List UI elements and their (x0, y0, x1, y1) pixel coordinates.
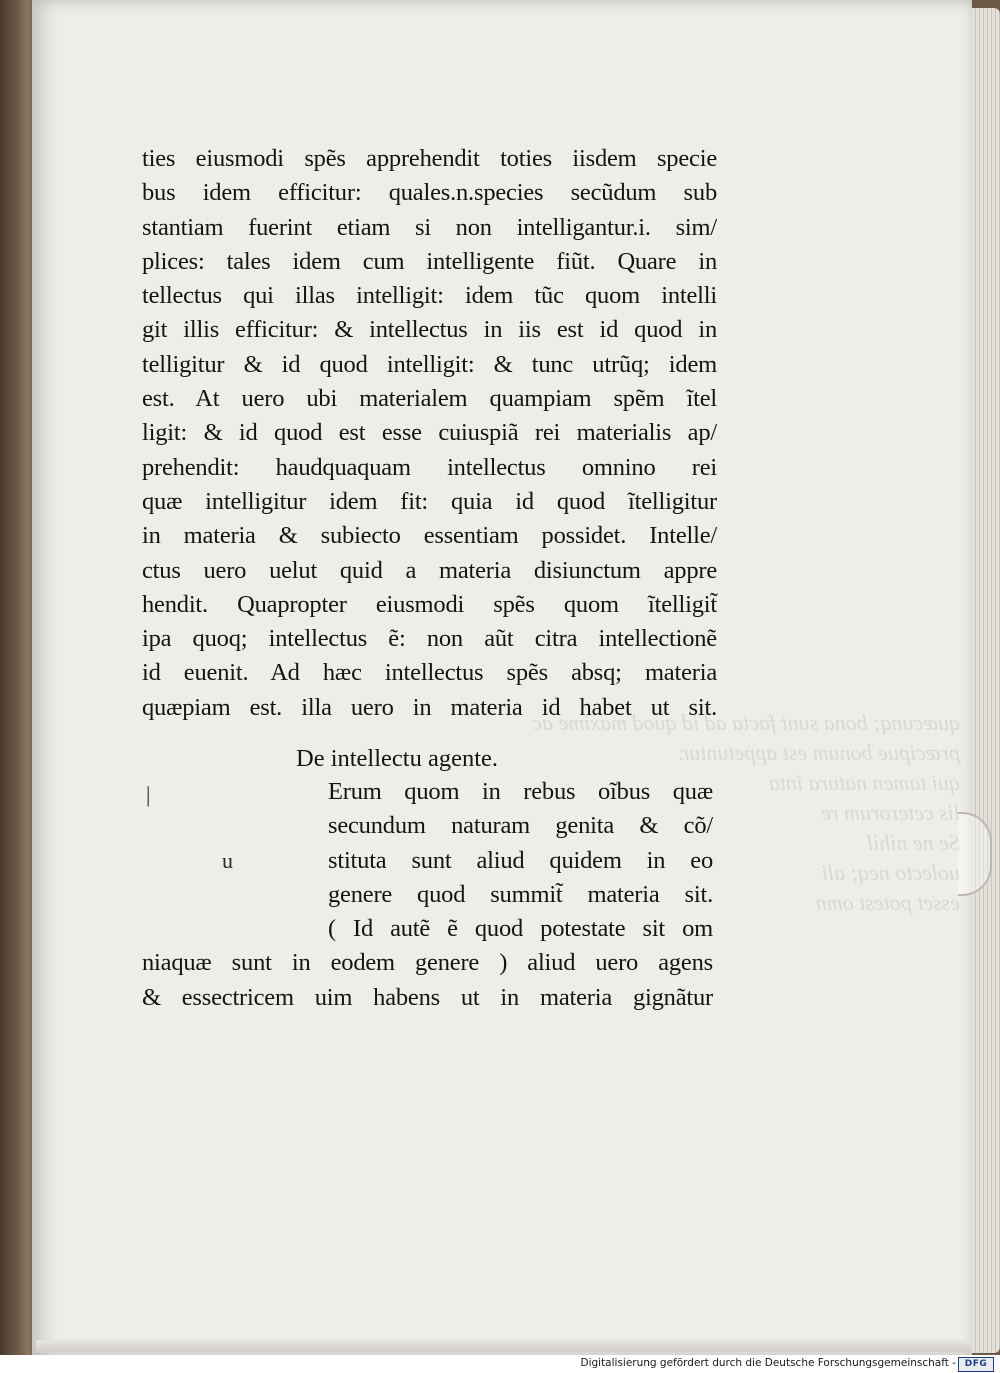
text-line: est. At uero ubi materialem quampiam spẽm ĩtel (142, 385, 717, 413)
text-line: ligit: & id quod est esse cuiuspiã rei materialis ap/ (142, 419, 717, 447)
text-line: stantiam fuerint etiam si non intelligantur.i. sim/ (142, 213, 717, 241)
text-line: ipa quoq; intellectus ẽ: non aũt citra intellectionẽ (142, 625, 717, 653)
text-line: stituta sunt aliud quidem in eo (328, 846, 713, 874)
text-line: niaquæ sunt in eodem genere ) aliud uero agens (142, 949, 713, 977)
text-line: ( Id autẽ ẽ quod potestate sit om (328, 915, 713, 943)
section-heading: De intellectu agente. (296, 745, 499, 772)
guide-letter: u (222, 848, 233, 873)
guide-mark: | (146, 782, 151, 807)
text-line: id euenit. Ad hæc intellectus spẽs absq; materia (142, 659, 717, 687)
text-line: tellectus qui illas intelligit: idem tũc quom intelli (142, 282, 717, 310)
text-line: git illis efficitur: & intellectus in iis est id quod in (142, 316, 717, 344)
footer-credit: Digitalisierung gefördert durch die Deutsche Forschungsgemeinschaft - (580, 1357, 956, 1369)
text-line: telligitur & id quod intelligit: & tunc utrũq; idem (142, 350, 717, 378)
text-line: quæ intelligitur idem fit: quia id quod ĩtelligitur (142, 487, 717, 515)
main-text-block (142, 142, 717, 725)
text-line: Erum quom in rebus oĩbus quæ (328, 778, 713, 805)
text-line: bus idem efficitur: quales.n.species secũdum sub (142, 179, 717, 207)
page-bottom-edge (36, 1340, 970, 1352)
text-line: in materia & subiecto essentiam possidet. Intelle/ (142, 522, 717, 550)
section-text-block (142, 775, 713, 1015)
dfg-logo: DFG (958, 1357, 994, 1372)
text-line: & essectricem uim habens ut in materia gignãtur (142, 983, 713, 1011)
text-line: secundum naturam genita & cõ/ (328, 812, 713, 840)
text-line: prehendit: haudquaquam intellectus omnino rei (142, 453, 717, 481)
bleed-through-text: quæcunq; bona sunt facta ad id quod maxime ac præcipue bonum est appetuntur. qui tamen natura inta lis ceterorum re Se ne nihil uolecto neq; ali esset potest omn (532, 710, 960, 915)
text-line: quæpiam est. illa uero in materia id habet ut sit. (142, 693, 717, 721)
text-line: ctus uero uelut quid a materia disiunctum appre (142, 556, 717, 584)
text-line: ties eiusmodi spẽs apprehendit toties iisdem specie (142, 145, 717, 172)
text-line: plices: tales idem cum intelligente fiũt. Quare in (142, 247, 717, 275)
text-line: genere quod summit̃ materia sit. (328, 880, 713, 908)
text-line: hendit. Quapropter eiusmodi spẽs quom ĩtelligit̃ (142, 590, 717, 618)
